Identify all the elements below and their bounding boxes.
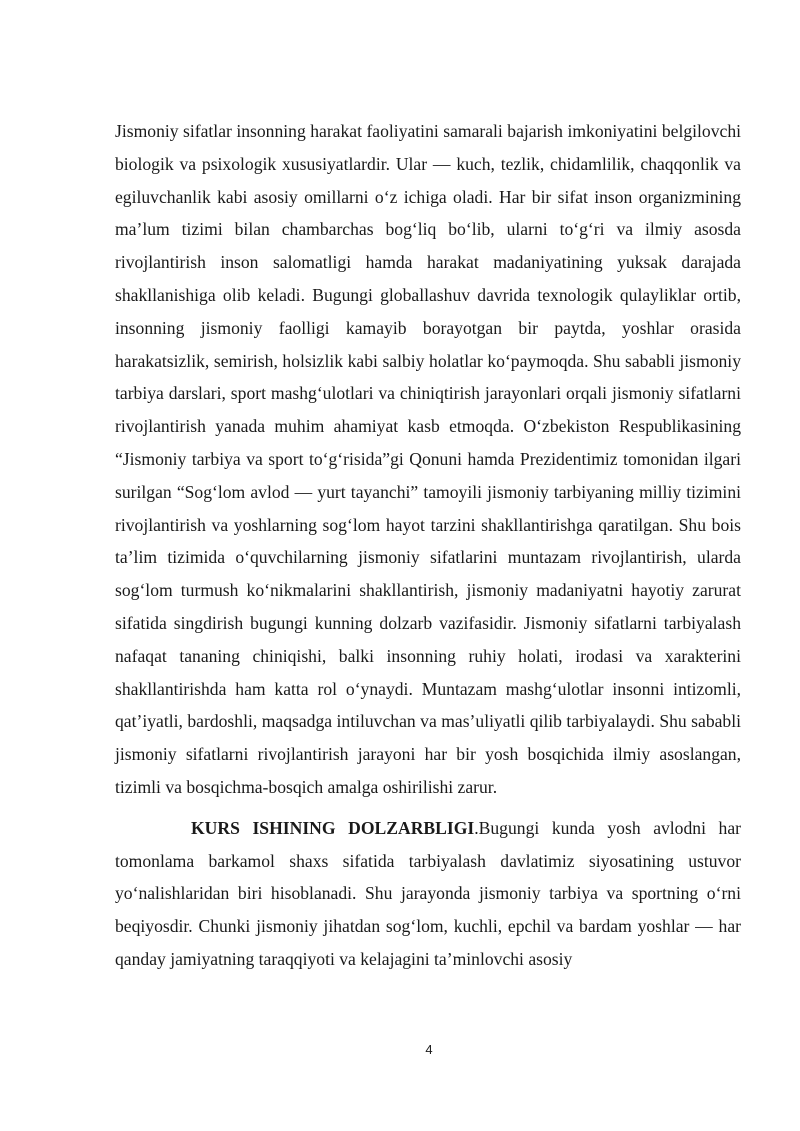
section-heading: KURS ISHINING DOLZARBLIGI	[191, 817, 475, 838]
body-paragraph-jismoniy-sifatlar: Jismoniy sifatlar insonning harakat faoliyatini samarali bajarish imkoniyatini belgilovchi biologik va psixologik xususiyatlardir. Ular — kuch, tezlik, chidamlilik, chaqqonlik va egiluvchanlik kabi asosiy omillarni oʻz ichiga oladi. Har bir sifat inson organizmining maʼlum tizimi bilan chambarchas bogʻliq boʻlib, ularni toʻgʻri va ilmiy asosda rivojlantirish inson salomatligi hamda harakat madaniyatining yuksak darajada shakllanishiga olib keladi. Bugungi globallashuv davrida texnologik qulayliklar ortib, insonning jismoniy faolligi kamayib borayotgan bir paytda, yoshlar orasida harakatsizlik, semirish, holsizlik kabi salbiy holatlar koʻpaymoqda. Shu sababli jismoniy tarbiya darslari, sport mashgʻulotlari va chiniqtirish jarayonlari orqali jismoniy sifatlarni rivojlantirish yanada muhim ahamiyat kasb etmoqda. Oʻzbekiston Respublikasining “Jismoniy tarbiya va sport toʻgʻrisida”gi Qonuni hamda Prezidentimiz tomonidan ilgari surilgan “Sogʻlom avlod — yurt tayanchi” tamoyili jismoniy tarbiyaning milliy tizimini rivojlantirish va yoshlarning sogʻlom hayot tarzini shakllantirishga qaratilgan. Shu bois taʼlim tizimida oʻquvchilarning jismoniy sifatlarini muntazam rivojlantirish, ularda sogʻlom turmush koʻnikmalarini shakllantirish, jismoniy madaniyatni hayotiy zarurat sifatida singdirish bugungi kunning dolzarb vazifasidir. Jismoniy sifatlarni tarbiyalash nafaqat tananing chiniqishi, balki insonning ruhiy holati, irodasi va xarakterini shakllantirishda ham katta rol oʻynaydi. Muntazam mashgʻulotlar insonni intizomli, qatʼiyatli, bardoshli, maqsadga intiluvchan va masʼuliyatli qilib tarbiyalaydi. Shu sababli jismoniy sifatlarni rivojlantirish jarayoni har bir yosh bosqichida ilmiy asoslangan, tizimli va bosqichma-bosqich amalga oshirilishi zarur.	[115, 121, 741, 797]
section-body-text: .Bugungi kunda yosh avlodni har tomonlama barkamol shaxs sifatida tarbiyalash davlatimiz siyosatining ustuvor yoʻnalishlaridan biri hisoblanadi. Shu jarayonda jismoniy tarbiya va sportning oʻrni beqiyosdir. Chunki jismoniy jihatdan sogʻlom, kuchli, epchil va bardam yoshlar — har qanday jamiyatning taraqqiyoti va kelajagini taʼminlovchi asosiy	[115, 817, 741, 969]
page-number: 4	[425, 1042, 433, 1057]
section-paragraph-dolzarblik	[115, 812, 741, 976]
document-page	[115, 115, 741, 976]
